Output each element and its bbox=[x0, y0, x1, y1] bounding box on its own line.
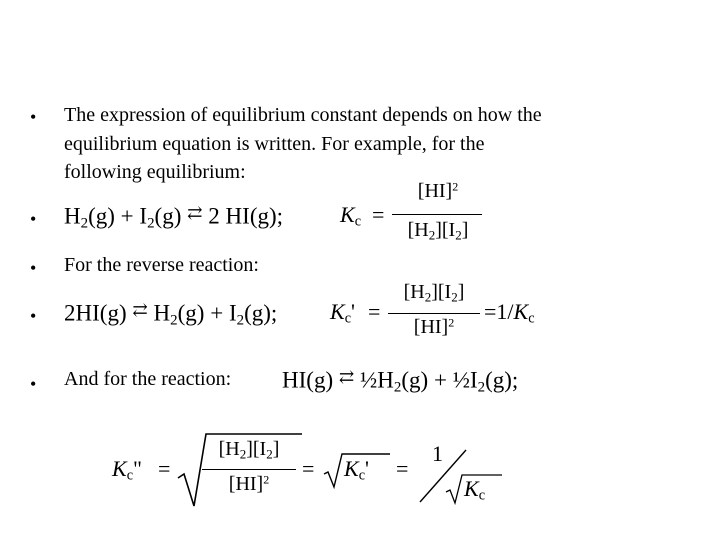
equilibrium-arrow-icon: ⇄ bbox=[132, 300, 148, 320]
bullet-marker-4: • bbox=[30, 306, 37, 326]
kc-forward-denominator: $[H_2][I_2]$ bbox=[407, 219, 469, 243]
kc-half-denominator: [HI]$^2$ bbox=[228, 472, 270, 495]
bullet-marker-1: • bbox=[30, 107, 37, 127]
bullet-marker-2: • bbox=[30, 209, 37, 229]
reverse-reaction: 2HI(g) ⇄ $H_2(g) + I_2(g)$; bbox=[64, 297, 277, 327]
kc-half-numerator: $[H_2][I_2]$ bbox=[218, 438, 280, 462]
kc-reverse-numerator: $[H_2][I_2]$ bbox=[403, 281, 465, 305]
bullet-marker-3: • bbox=[30, 258, 37, 278]
intro-line-2: equilibrium equation is written. For example, for the bbox=[64, 133, 485, 155]
bullet-marker-5: • bbox=[30, 374, 37, 394]
fraction-bar bbox=[388, 313, 480, 314]
intro-line-3: following equilibrium: bbox=[64, 161, 246, 183]
forward-reaction: $H_2(g) + I_2(g)$ ⇄ 2 HI(g); bbox=[64, 200, 283, 230]
fraction-bar bbox=[392, 214, 482, 215]
fraction-bar bbox=[202, 469, 296, 470]
kc-forward-numerator: [HI]$^2$ bbox=[417, 179, 459, 202]
equilibrium-arrow-icon: ⇄ bbox=[187, 203, 203, 223]
half-reaction-heading: And for the reaction: bbox=[64, 368, 232, 390]
reverse-heading: For the reverse reaction: bbox=[64, 254, 259, 276]
equilibrium-arrow-icon: ⇄ bbox=[338, 367, 355, 387]
kc-reverse-denominator: [HI]$^2$ bbox=[413, 315, 455, 338]
intro-line-1: The expression of equilibrium constant depends on how the bbox=[64, 104, 542, 126]
half-reaction: HI(g) ⇄ $\frac{1}{2}H_2(g)$ + $\frac{1}{2}I_2(g)$; bbox=[282, 364, 518, 394]
